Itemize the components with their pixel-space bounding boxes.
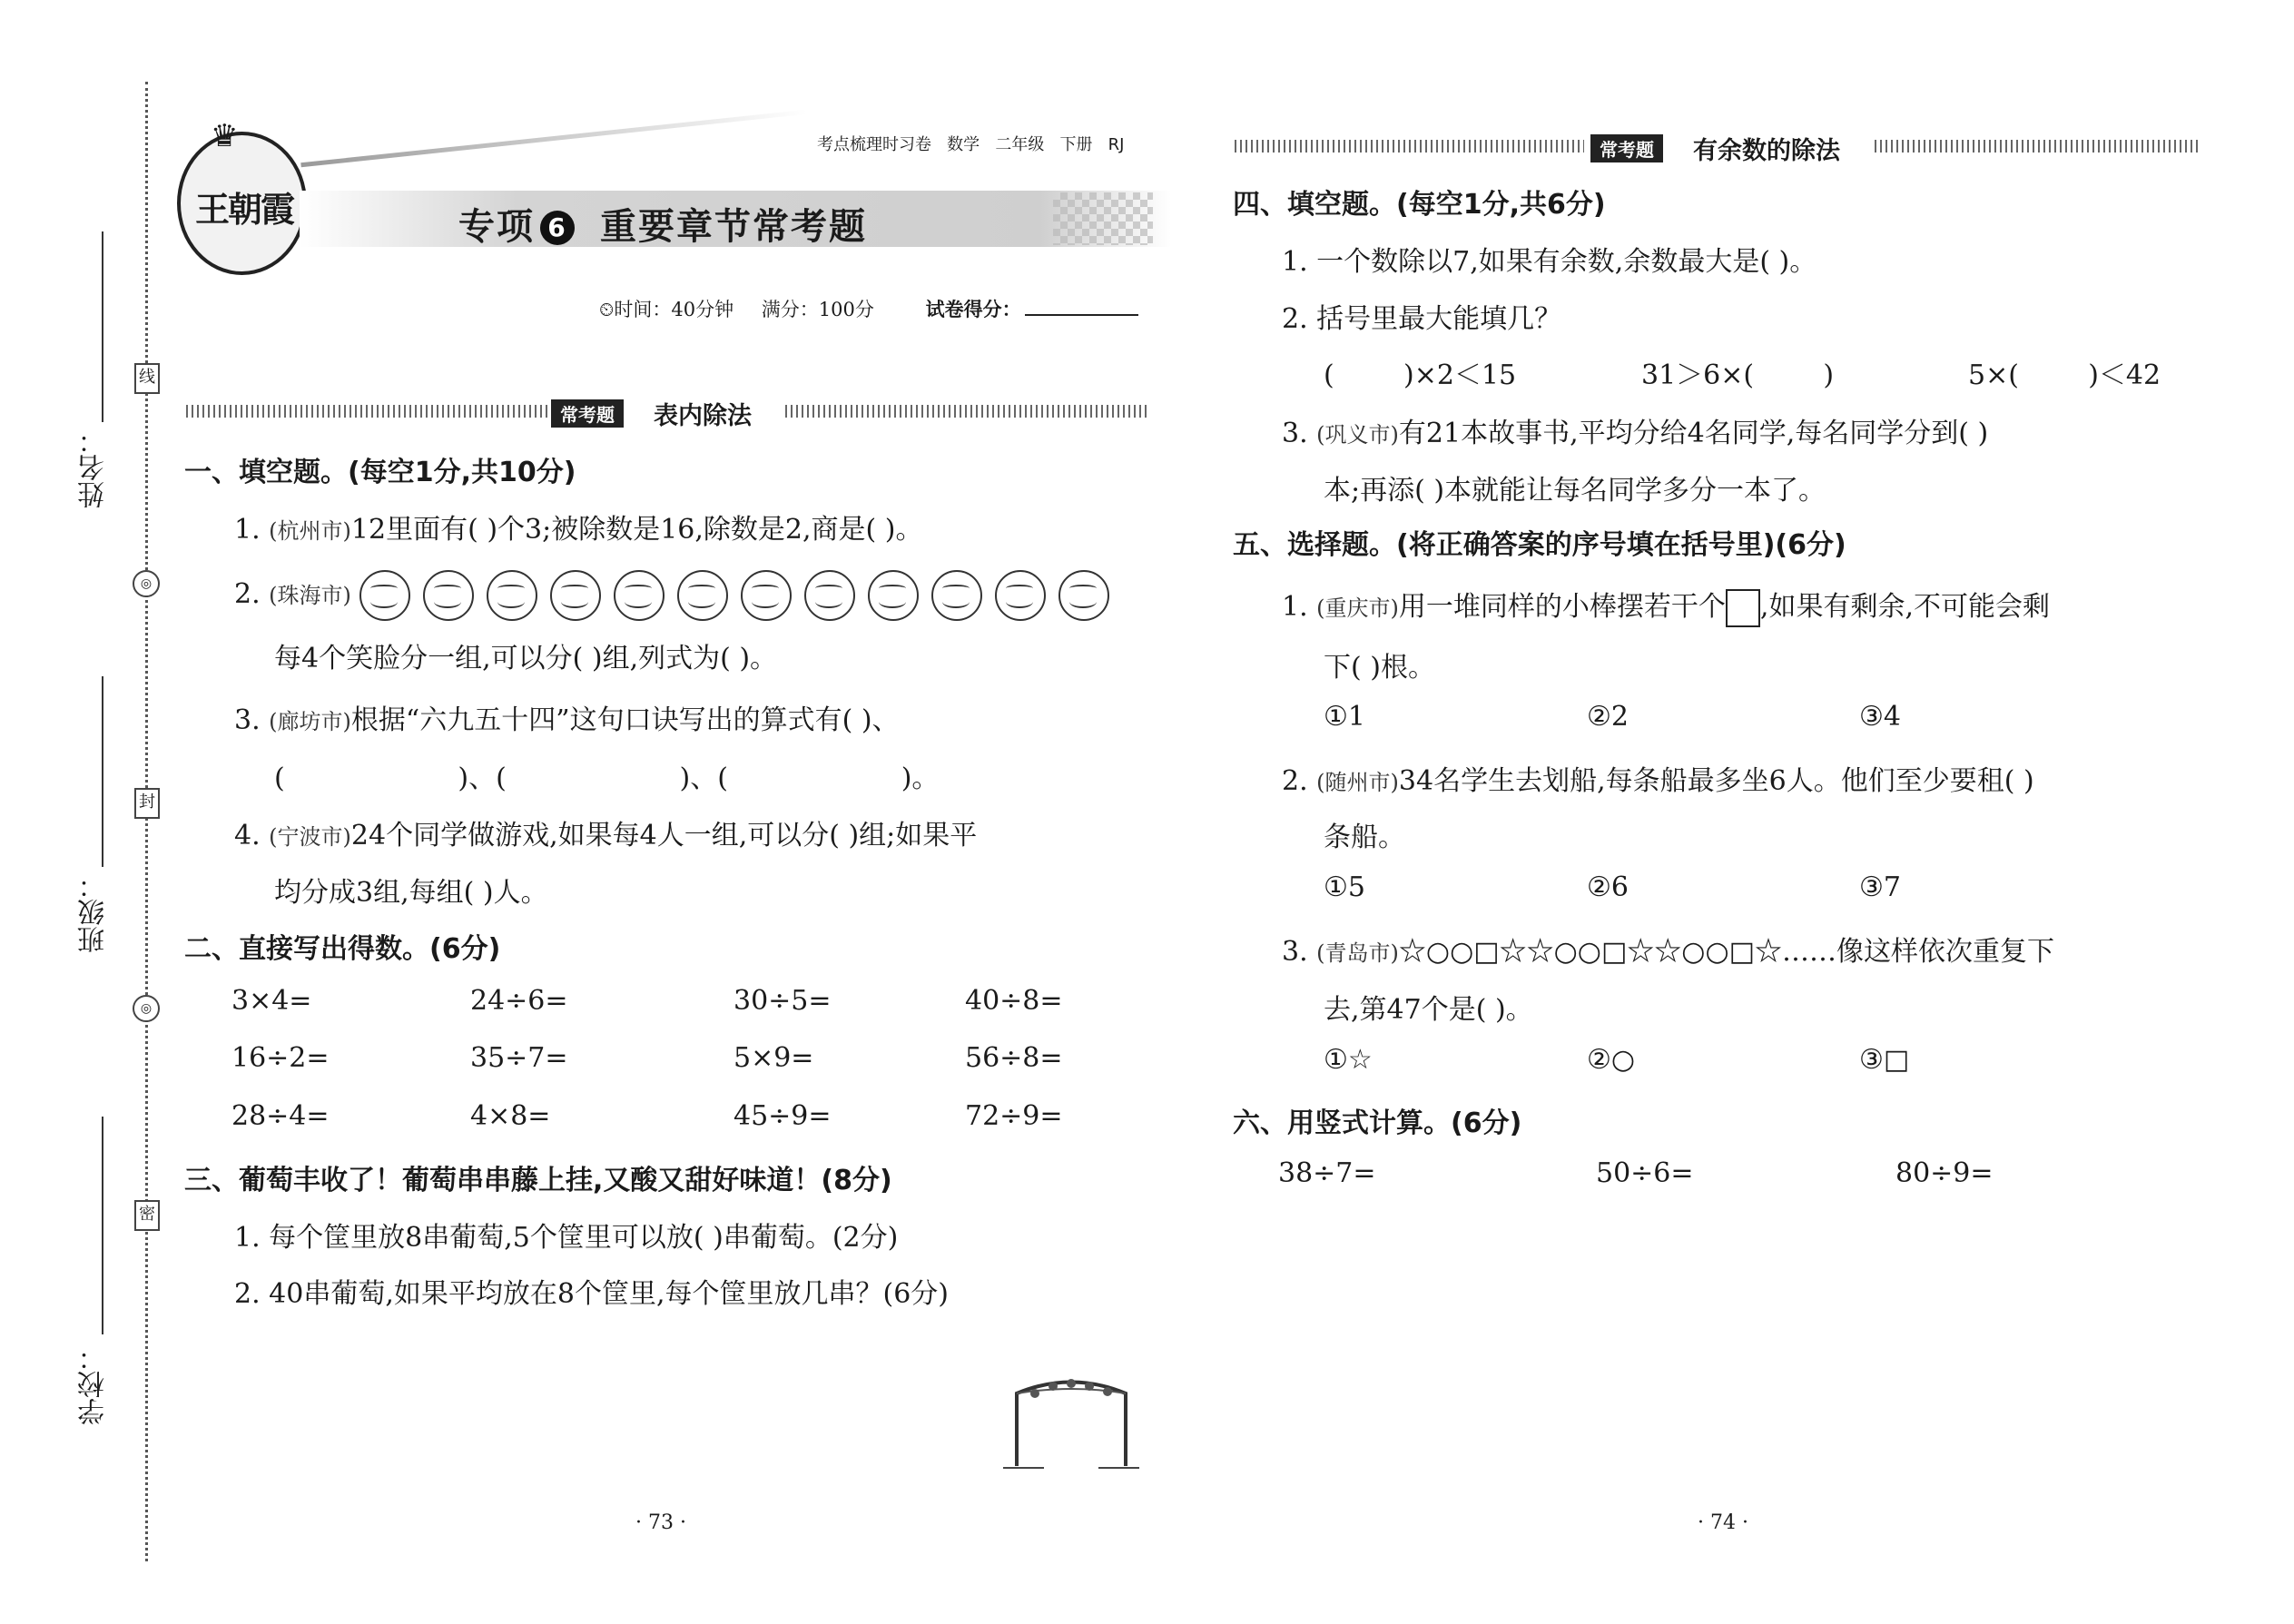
option[interactable]: ①5: [1324, 871, 1365, 903]
smiley-icon: [804, 570, 855, 621]
calc-item: 4×8=: [470, 1100, 551, 1132]
option[interactable]: ①☆: [1324, 1044, 1373, 1076]
question-item: 2. 40串葡萄,如果平均放在8个筐里,每个筐里放几串？(6分): [234, 1278, 949, 1310]
page-number: · 74 ·: [1698, 1511, 1748, 1534]
name-field[interactable]: [102, 231, 107, 422]
smiley-icon: [614, 570, 665, 621]
question-item: ( )×2＜15: [1324, 359, 1517, 391]
section-heading: 六、用竖式计算。(6分): [1233, 1107, 1522, 1139]
vertical-calc-item: 38÷7=: [1278, 1157, 1376, 1189]
score-label: 试卷得分：: [925, 299, 1021, 320]
question-item: 2. (随州市)34名学生去划船,每条船最多坐6人。他们至少要租( ): [1282, 765, 2034, 797]
full-score: 满分：100分: [761, 299, 874, 320]
score-field[interactable]: [1025, 314, 1138, 316]
time-limit: ⏲时间：40分钟: [599, 299, 734, 320]
banner-name: 表内除法: [654, 402, 752, 430]
calc-item: 5×9=: [733, 1042, 814, 1074]
question-line: 下( )根。: [1324, 652, 1435, 684]
vertical-calc-item: 50÷6=: [1596, 1157, 1694, 1189]
school-label: 学校：: [78, 1343, 110, 1425]
vertical-calc-item: 80÷9=: [1895, 1157, 1994, 1189]
question-item: 3. (青岛市)☆○○□☆☆○○□☆☆○○□☆……像这样依次重复下: [1282, 936, 2055, 968]
school-field[interactable]: [102, 1117, 107, 1334]
calc-item: 40÷8=: [965, 985, 1063, 1017]
page-number: · 73 ·: [635, 1511, 686, 1534]
title-prefix: 专项: [458, 206, 535, 248]
seal-tag-xian: 线: [134, 363, 160, 394]
question-item: 1. (重庆市)用一堆同样的小棒摆若干个 ,如果有剩余,不可能会剩: [1282, 584, 2050, 627]
banner-tag: 常考题: [551, 399, 624, 428]
option[interactable]: ③4: [1859, 701, 1901, 733]
binding-hole-icon: ◎: [133, 570, 160, 597]
smiley-icon: [359, 570, 410, 621]
banner-tag: 常考题: [1590, 134, 1663, 162]
banner-name: 有余数的除法: [1693, 137, 1840, 165]
checker-decoration: [1053, 192, 1153, 245]
title-number: 6: [540, 211, 575, 245]
calc-item: 45÷9=: [733, 1100, 832, 1132]
question-item: 31＞6×( ): [1641, 359, 1835, 391]
question-item: 2. 括号里最大能填几？: [1282, 303, 1562, 335]
calc-item: 16÷2=: [231, 1042, 330, 1074]
exam-meta: [599, 295, 1138, 322]
calc-item: 3×4=: [231, 985, 312, 1017]
binding-hole-icon: ◎: [133, 995, 160, 1022]
smiley-icon: [1058, 570, 1109, 621]
question-item: 4. (宁波市)24个同学做游戏,如果每4人一组,可以分( )组;如果平: [234, 820, 978, 851]
question-item: 1. 每个筐里放8串葡萄,5个筐里可以放( )串葡萄。(2分): [234, 1222, 899, 1254]
question-item: 2. (珠海市): [234, 570, 1122, 621]
question-item: 1. (杭州市)12里面有( )个3;被除数是16,除数是2,商是( )。: [234, 514, 923, 546]
title-main: 重要章节常考题: [600, 206, 867, 248]
option[interactable]: ②○: [1587, 1044, 1636, 1076]
option[interactable]: ②6: [1587, 871, 1629, 903]
series-info: 考点梳理时习卷 数学 二年级 下册 RJ: [817, 135, 1125, 154]
smiley-icon: [677, 570, 728, 621]
smiley-icon: [868, 570, 919, 621]
section-banner-right: [1235, 134, 2201, 165]
smiley-icon: [487, 570, 537, 621]
section-heading: 二、直接写出得数。(6分): [184, 933, 501, 965]
calc-item: 72÷9=: [965, 1100, 1063, 1132]
question-line: 本;再添( )本就能让每名同学多分一本了。: [1324, 475, 1826, 507]
option[interactable]: ③□: [1859, 1044, 1910, 1076]
crown-icon: ♛: [211, 118, 239, 154]
smiley-icon: [423, 570, 474, 621]
option[interactable]: ②2: [1587, 701, 1629, 733]
smiley-icon: [995, 570, 1046, 621]
grape-arch-illustration: [999, 1366, 1144, 1475]
question-line: 去,第47个是( )。: [1324, 994, 1533, 1026]
section-heading: 三、葡萄丰收了！葡萄串串藤上挂,又酸又甜好味道！(8分): [184, 1165, 892, 1196]
ribbon-decoration: [300, 110, 806, 168]
smiley-icon: [931, 570, 982, 621]
question-line: ( )、( )、( )。: [274, 763, 940, 794]
calc-item: 30÷5=: [733, 985, 832, 1017]
question-item: 3. (廊坊市)根据“六九五十四”这句口诀写出的算式有( )、: [234, 704, 900, 736]
smiley-icon: [550, 570, 601, 621]
question-item: 3. (巩义市)有21本故事书,平均分给4名同学,每名同学分到( ): [1282, 418, 1989, 449]
option[interactable]: ①1: [1324, 701, 1365, 733]
class-field[interactable]: [102, 676, 107, 867]
name-label: 姓名：: [78, 427, 110, 508]
calc-item: 24÷6=: [470, 985, 568, 1017]
binding-dotted-line: [145, 82, 148, 1561]
section-banner-left: [186, 399, 1148, 430]
smiley-faces: [359, 578, 1122, 610]
calc-item: 35÷7=: [470, 1042, 568, 1074]
calc-item: 28÷4=: [231, 1100, 330, 1132]
calc-item: 56÷8=: [965, 1042, 1063, 1074]
class-label: 班级：: [78, 871, 110, 953]
brand-logo-text: 王朝霞: [195, 189, 294, 230]
smiley-icon: [741, 570, 792, 621]
question-line: 均分成3组,每组( )人。: [274, 877, 548, 909]
question-line: 条船。: [1324, 822, 1405, 853]
seal-tag-feng: 封: [134, 788, 160, 819]
section-heading: 一、填空题。(每空1分,共10分): [184, 457, 576, 488]
option[interactable]: ③7: [1859, 871, 1901, 903]
square-figure-icon: [1726, 589, 1760, 627]
question-item: 5×( )＜42: [1968, 359, 2161, 391]
seal-tag-mi: 密: [134, 1200, 160, 1231]
question-line: 每4个笑脸分一组,可以分( )组,列式为( )。: [274, 643, 778, 674]
section-heading: 五、选择题。(将正确答案的序号填在括号里)(6分): [1233, 529, 1846, 561]
page-title: [458, 198, 867, 250]
question-item: 1. 一个数除以7,如果有余数,余数最大是( )。: [1282, 246, 1817, 278]
section-heading: 四、填空题。(每空1分,共6分): [1233, 189, 1606, 221]
